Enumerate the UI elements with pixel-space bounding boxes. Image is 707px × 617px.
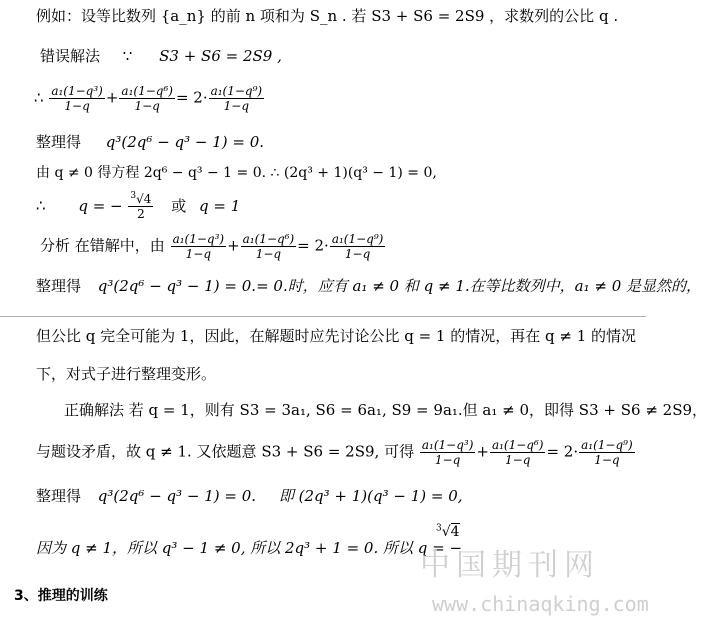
- section-heading: 3、推理的训练: [14, 588, 108, 604]
- fraction-equation-1: ∴ $\frac{\text{a₁(1−q³)}}{1-q}$ + $\frac{\text{a₁(1−q⁶)}}{1-q}$ = 2· $\frac{\text{a₁(1−q⁹)}}{1-q}$: [34, 84, 263, 113]
- correct-solution-line: 正确解法 若 q = 1，则有 S3 = 3a₁, S6 = 6a₁, S9 = 9a₁.但 a₁ ≠ 0，即得 S3 + S6 ≠ 2S9，: [64, 401, 707, 419]
- paragraph-2: 下，对式子进行整理变形。: [36, 365, 217, 383]
- because-symbol: ∵: [122, 47, 133, 65]
- cube-root-fraction: $\frac{^3√4}{2}$: [130, 191, 152, 221]
- simplify-line-3: 整理得 q³(2q⁶ − q³ − 1) = 0. 即 (2q³ + 1)(q³ − 1) = 0,: [36, 487, 463, 505]
- simplify-line-2: 整理得 q³(2q⁶ − q³ − 1) = 0.= 0.时，应有 a₁ ≠ 0 和 q ≠ 1.在等比数列中，a₁ ≠ 0 是显然的，: [36, 277, 702, 295]
- therefore-symbol: ∴: [34, 88, 44, 107]
- wrong-label: 错误解法: [40, 47, 101, 65]
- paragraph-1: 但公比 q 完全可能为 1，因此，在解题时应先讨论公比 q = 1 的情况，再在 q ≠ 1 的情况: [36, 327, 637, 345]
- watermark-text: 中国期刊网: [420, 548, 600, 583]
- final-cube-root: $^3$√4: [436, 523, 460, 540]
- fraction-1: $\frac{\text{a₁(1−q³)}}{1-q}$: [51, 84, 103, 113]
- wrong-result-line: ∴ q = − $\frac{^3√4}{2}$ 或 q = 1: [36, 191, 241, 221]
- page-divider: [0, 316, 646, 317]
- fraction-3: $\frac{\text{a₁(1−q⁹)}}{1-q}$: [210, 84, 263, 113]
- analysis-line: 分析 在错解中，由 $\frac{\text{a₁(1−q³)}}{1-q}$ + $\frac{\text{a₁(1−q⁶)}}{1-q}$ = 2· $\frac{\text{a₁(1−q⁹)}}{1-q}$: [40, 232, 384, 261]
- fraction-2: $\frac{\text{a₁(1−q⁶)}}{1-q}$: [121, 84, 173, 113]
- example-line: 例如：设等比数列 {a_n} 的前 n 项和为 S_n . 若 S3 + S6 = 2S9 ，求数列的公比 q .: [36, 7, 619, 25]
- equation-1: S3 + S6 = 2S9 ,: [159, 47, 282, 65]
- wrong-solution-line: [40, 46, 282, 66]
- watermark-url: www.chinaqking.com: [432, 592, 649, 616]
- because-q-line: 因为 q ≠ 1，所以 q³ − 1 ≠ 0, 所以 2q³ + 1 = 0. 所以 q = −: [36, 539, 463, 557]
- from-q-line: 由 q ≠ 0 得方程 2q⁶ − q³ − 1 = 0. ∴ (2q³ + 1)(q³ − 1) = 0,: [36, 165, 437, 181]
- contradiction-line: 与题设矛盾，故 q ≠ 1. 又依题意 S3 + S6 = 2S9, 可得 $\frac{\text{a₁(1−q³)}}{1-q}$ + $\frac{\text{a₁(1−q⁶)}}{1-q}$ = 2· $\frac{\text{a₁(1−q⁹)}}{1-q}$: [36, 438, 633, 467]
- simplify-line-1: 整理得 q³(2q⁶ − q³ − 1) = 0.: [36, 133, 265, 151]
